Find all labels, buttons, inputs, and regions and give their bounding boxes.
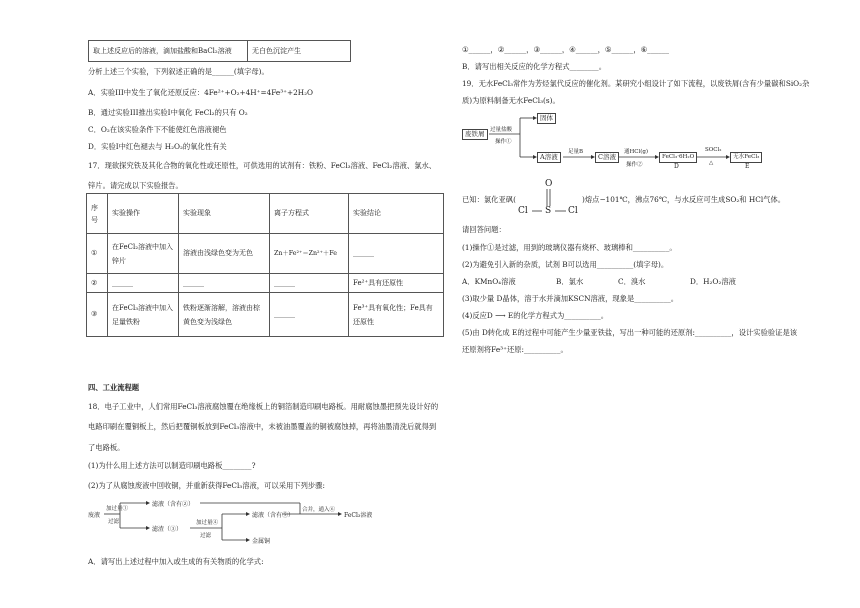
flow-c-box: C溶液 [595, 152, 619, 163]
header-equation: 离子方程式 [270, 194, 349, 234]
q16-stem: 分析上述三个实验，下列叙述正确的是______(填字母)。 [88, 67, 269, 76]
flow-waste: 废液 [88, 512, 101, 519]
q18-part-b: B．请写出相关反应的化学方程式________。 [462, 62, 607, 71]
q19-part3: (3)取少量 D晶体，溶于水并滴加KSCN溶液，现象是__________。 [462, 294, 679, 303]
table-cell: 无白色沉淀产生 [248, 41, 351, 62]
flow-d-box: FeCl₃·6H₂O [659, 152, 697, 163]
flow-copper: 金属铜 [252, 538, 271, 545]
row1-no: ① [87, 234, 108, 274]
flow-d-label: D [674, 163, 679, 170]
row2-no: ② [87, 274, 108, 293]
q19-option-b: B．氯水 [556, 277, 584, 286]
flow-acid: 过量盐酸 [490, 127, 513, 133]
row3-no: ③ [87, 293, 108, 337]
flow-solid-box: 固体 [537, 113, 556, 124]
header-phenomenon: 实验现象 [179, 194, 270, 234]
flow-op1: 操作① [495, 139, 512, 145]
q18-stem-line2: 电路印刷在覆铜板上，然后把覆铜板放到FeCl₃溶液中，未被油墨覆盖的铜被腐蚀掉，再将油墨清洗后就得到 [88, 422, 437, 431]
row2-phenomenon[interactable]: ______ [179, 274, 270, 293]
q19-part5-line1: (5)由 D转化成 E的过程中可能产生少量亚铁盐，写出一种可能的还原剂:__________，设计实验验证是该 [462, 328, 798, 337]
q19-option-d: D．H₂O₂溶液 [690, 277, 736, 286]
known-prefix: 已知：氯化亚砜( [462, 195, 516, 204]
q16-option-c: C．O₂在该实验条件下不能使红色溶液褪色 [88, 125, 227, 134]
header-conclusion: 实验结论 [349, 194, 444, 234]
row1-phenomenon: 溶液由浅绿色变为无色 [179, 234, 270, 274]
flow-op2: 操作② [626, 162, 643, 168]
q19-part4: (4)反应D ⟶ E的化学方程式为__________。 [462, 311, 609, 320]
flow-e-box: 无水FeCl₃ [730, 152, 762, 163]
q19-part1: (1)操作①是过滤，用到的玻璃仪器有烧杯、玻璃棒和__________。 [462, 243, 677, 252]
q19-stem-line1: 19．无水FeCl₃常作为芳烃氯代反应的催化剂。某研究小组设计了如下流程，以废铁屑(含有少量碳和SiO₂杂 [462, 79, 810, 88]
q18-part-a: A．请写出上述过程中加入或生成的有关物质的化学式: [88, 557, 264, 566]
flow-add1: 加过量① [106, 506, 129, 512]
row3-equation[interactable]: ______ [270, 293, 349, 337]
q16-option-a: A．实验III中发生了氧化还原反应：4Fe²⁺+O₂+4H⁺=4Fe³⁺+2H₂O [88, 88, 314, 97]
flow-hcl: 通HCl(g) [624, 149, 649, 155]
flow-filter1: 过滤 [108, 519, 120, 525]
struct-sulfur: S [545, 206, 552, 216]
q19-option-a: A．KMnO₄溶液 [462, 277, 516, 286]
flow-add-b: 足量B [568, 149, 584, 155]
q18-part2: (2)为了从腐蚀废液中回收铜，并重新获得FeCl₃溶液，可以采用下列步骤: [88, 481, 325, 490]
q19-stem-line2: 质)为原料制备无水FeCl₃(s)。 [462, 96, 560, 105]
q16-option-b: B．通过实验III推出实验I中氧化 FeCl₂的只有 O₂ [88, 108, 248, 117]
flow-a-box: A溶液 [537, 152, 561, 163]
flow-filter2: 过滤 [200, 533, 212, 539]
flow-delta: △ [709, 160, 714, 166]
q17-stem-line1: 17．现欲探究铁及其化合物的氧化性或还原性，可供选用的试剂有：铁粉、FeCl₃溶液、FeCl₂溶液、氯水、 [88, 161, 437, 170]
q18-part1: (1)为什么用上述方法可以制造印刷电路板________? [88, 461, 256, 470]
flow-scrap-box: 废铁屑 [462, 129, 488, 140]
answer-prompt: 请回答问题： [462, 225, 506, 234]
blanks-line[interactable]: ①______，②______，③______，④______，⑤______，⑥______ [462, 45, 670, 54]
table-cell: 取上述反应后的溶液，滴加盐酸和BaCl₂溶液 [89, 41, 248, 62]
q19-option-c: C．溴水 [618, 277, 646, 286]
row3-conclusion: Fe³⁺具有氧化性；Fe具有还原性 [349, 293, 444, 337]
flow-socl2: SOCl₂ [705, 147, 722, 153]
q19-part2: (2)为避免引入新的杂质，试剂 B可以选用__________(填字母)。 [462, 260, 669, 269]
row1-operation: 在FeCl₂溶液中加入锌片 [108, 234, 179, 274]
q19-part5-line2: 还原剂将Fe³⁺还原:__________。 [462, 345, 568, 354]
q18-stem-line1: 18．电子工业中，人们常用FeCl₃溶液腐蚀覆在绝缘板上的铜箔制造印刷电路板。用耐腐蚀墨把预先设计好的 [88, 402, 439, 411]
q16-option-d: D．实验I中红色褪去与 H₂O₂的氧化性有关 [88, 142, 227, 151]
q18-stem-line3: 了电路板。 [88, 443, 125, 452]
section-heading: 四、工业流程题 [88, 383, 140, 392]
row2-conclusion: Fe²⁺具有还原性 [349, 274, 444, 293]
flow-add4: 加过量④ [196, 520, 219, 526]
flow-residue: 滤渣（③） [152, 526, 183, 533]
header-no: 序号 [87, 194, 108, 234]
struct-oxygen: O [545, 179, 553, 189]
known-suffix: )熔点−101℃，沸点76℃，与水反应可生成SO₂和 HCl气体。 [582, 195, 786, 204]
struct-chlorine-right: Cl [568, 206, 578, 216]
flow-e-label: E [745, 163, 750, 170]
flow-filtrate-top: 滤液（含有②） [152, 501, 195, 508]
row2-operation[interactable]: ______ [108, 274, 179, 293]
flow-filtrate5: 滤液（含有⑤） [252, 512, 295, 519]
row2-equation[interactable]: ______ [270, 274, 349, 293]
row3-phenomenon: 铁粉逐渐溶解，溶液由棕黄色变为浅绿色 [179, 293, 270, 337]
row1-conclusion[interactable]: ______ [349, 234, 444, 274]
header-operation: 实验操作 [108, 194, 179, 234]
q17-stem-line2: 锌片。请完成以下实验报告。 [88, 181, 183, 190]
struct-chlorine-left: Cl [518, 206, 528, 216]
row1-equation: Zn＋Fe²⁺＝Zn²⁺＋Fe [270, 234, 349, 274]
flow-product: FeCl₃溶液 [344, 512, 373, 519]
row3-operation: 在FeCl₃溶液中加入足量铁粉 [108, 293, 179, 337]
flow-merge: 合并，通入⑥ [302, 507, 336, 513]
